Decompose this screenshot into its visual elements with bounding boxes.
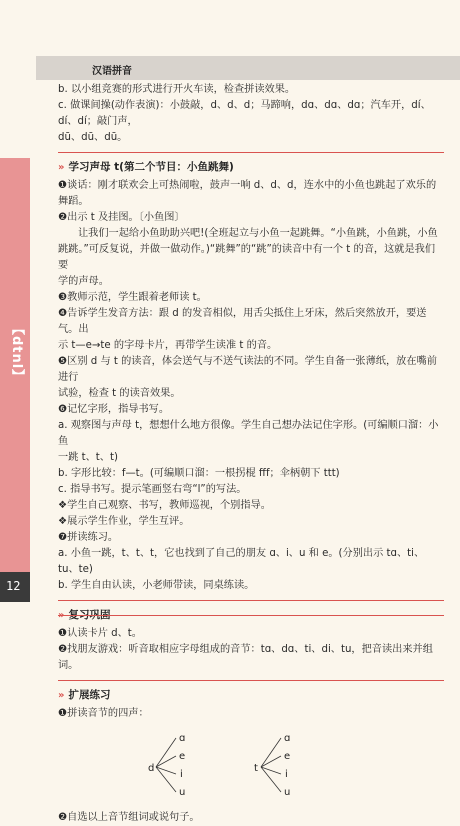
bottom-rule	[58, 615, 444, 616]
diagram-final: ɑ	[284, 733, 291, 744]
section-heading	[58, 152, 444, 176]
diagram-final: u	[284, 787, 291, 798]
section-heading	[58, 680, 444, 704]
text-line: 示 t—e→te 的字母卡片，再带学生读准 t 的音。	[58, 340, 278, 351]
diagram-final: e	[179, 751, 186, 762]
syllable-diagram	[58, 724, 444, 810]
diagram-final: ɑ	[179, 733, 186, 744]
text-line: ❻记忆字形，指导书写。	[58, 404, 170, 415]
diagram-branch	[261, 756, 281, 767]
text-line: dū、dū、dū。	[58, 132, 128, 143]
text-line: ❖展示学生作业，学生互评。	[58, 516, 190, 527]
text-line: ❼拼读练习。	[58, 532, 119, 543]
section-title: 学习声母 t(第二个节目：小鱼跳舞)	[68, 161, 234, 173]
text-line: ❶认读卡片 d、t。	[58, 628, 142, 639]
text-line: 跳跳。”可反复说，并做一做动作。)“跳舞”的“跳”的读音中有一个 t 的音，这就是我们要	[58, 244, 436, 271]
text-line: b. 以小组竞赛的形式进行开火车读，检查拼读效果。	[58, 84, 296, 95]
text-line: ❺区别 d 与 t 的读音，体会送气与不送气读法的不同。学生自备一张薄纸，放在嘴前进行	[58, 356, 437, 383]
chevron-icon: »	[58, 162, 65, 173]
section-heading	[58, 600, 444, 624]
text-line: ❹告诉学生发音方法：跟 d 的发音相似，用舌尖抵住上牙床，然后突然放开，要送气。出	[58, 308, 427, 335]
syllable-diagram-svg	[58, 724, 444, 810]
text-line: ❶拼读音节的四声：	[58, 708, 149, 719]
text-line: 学的声母。	[58, 276, 109, 287]
text-line: ❷自选以上音节组词或说句子。	[58, 812, 200, 823]
diagram-final: i	[285, 769, 288, 780]
page-number: 12	[6, 579, 21, 593]
diagram-final: e	[284, 751, 291, 762]
text-line: b. 学生自由认读，小老师带读，同桌练读。	[58, 580, 255, 591]
text-line: 一跳 t、t、t)	[58, 452, 118, 463]
text-line: a. 小鱼一跳，t、t、t，它也找到了自己的朋友 ɑ、i、u 和 e。(分别出示 tɑ、ti、tu、te)	[58, 548, 425, 575]
diagram-final: i	[180, 769, 183, 780]
diagram-branch	[156, 738, 176, 767]
diagram-initial-right: t	[254, 763, 258, 774]
page-header-title: 汉语拼音	[92, 66, 132, 77]
text-line: ❸教师示范，学生跟着老师读 t。	[58, 292, 207, 303]
text-line: c. 指导书写。提示笔画竖右弯“l”的写法。	[58, 484, 247, 495]
chevron-icon: »	[58, 690, 65, 701]
diagram-branch	[261, 738, 281, 767]
text-line: 让我们一起给小鱼助助兴吧!(全班起立与小鱼一起跳舞。“小鱼跳，小鱼跳，小鱼	[78, 228, 438, 239]
diagram-branch	[156, 756, 176, 767]
text-line: b. 字形比较：f—t。(可编顺口溜：一根拐棍 fff；伞柄朝下 ttt)	[58, 468, 340, 479]
text-line: ❷找朋友游戏：听音取相应字母组成的音节：tɑ、dɑ、ti、di、tu，把音读出来并组词。	[58, 644, 433, 671]
text-line: ❶谈话：刚才联欢会上可热闹啦，鼓声一响 d、d、d，连水中的小鱼也跳起了欢乐的舞蹈。	[58, 180, 437, 207]
side-tab-label: 【dtnl】	[9, 322, 24, 384]
diagram-final: u	[179, 787, 186, 798]
text-line: 试验，检查 t 的读音效果。	[58, 388, 181, 399]
text-line: ❖学生自己观察、书写，教师巡视，个别指导。	[58, 500, 271, 511]
section-title: 扩展练习	[68, 689, 111, 701]
diagram-initial-left: d	[148, 763, 155, 774]
text-line: ❷出示 t 及挂图。〔小鱼图〕	[58, 212, 185, 223]
section-title: 复习巩固	[68, 609, 111, 621]
text-line: c. 做课间操(动作表演)：小鼓敲，d、d、d；马蹄响，dɑ、dɑ、dɑ；汽车开，dí、dí、dí；敲门声，	[58, 100, 431, 127]
chevron-icon: »	[58, 610, 65, 621]
text-line: a. 观察图与声母 t，想想什么地方很像。学生自己想办法记住字形。(可编顺口溜：小鱼	[58, 420, 439, 447]
page-content	[58, 82, 444, 826]
